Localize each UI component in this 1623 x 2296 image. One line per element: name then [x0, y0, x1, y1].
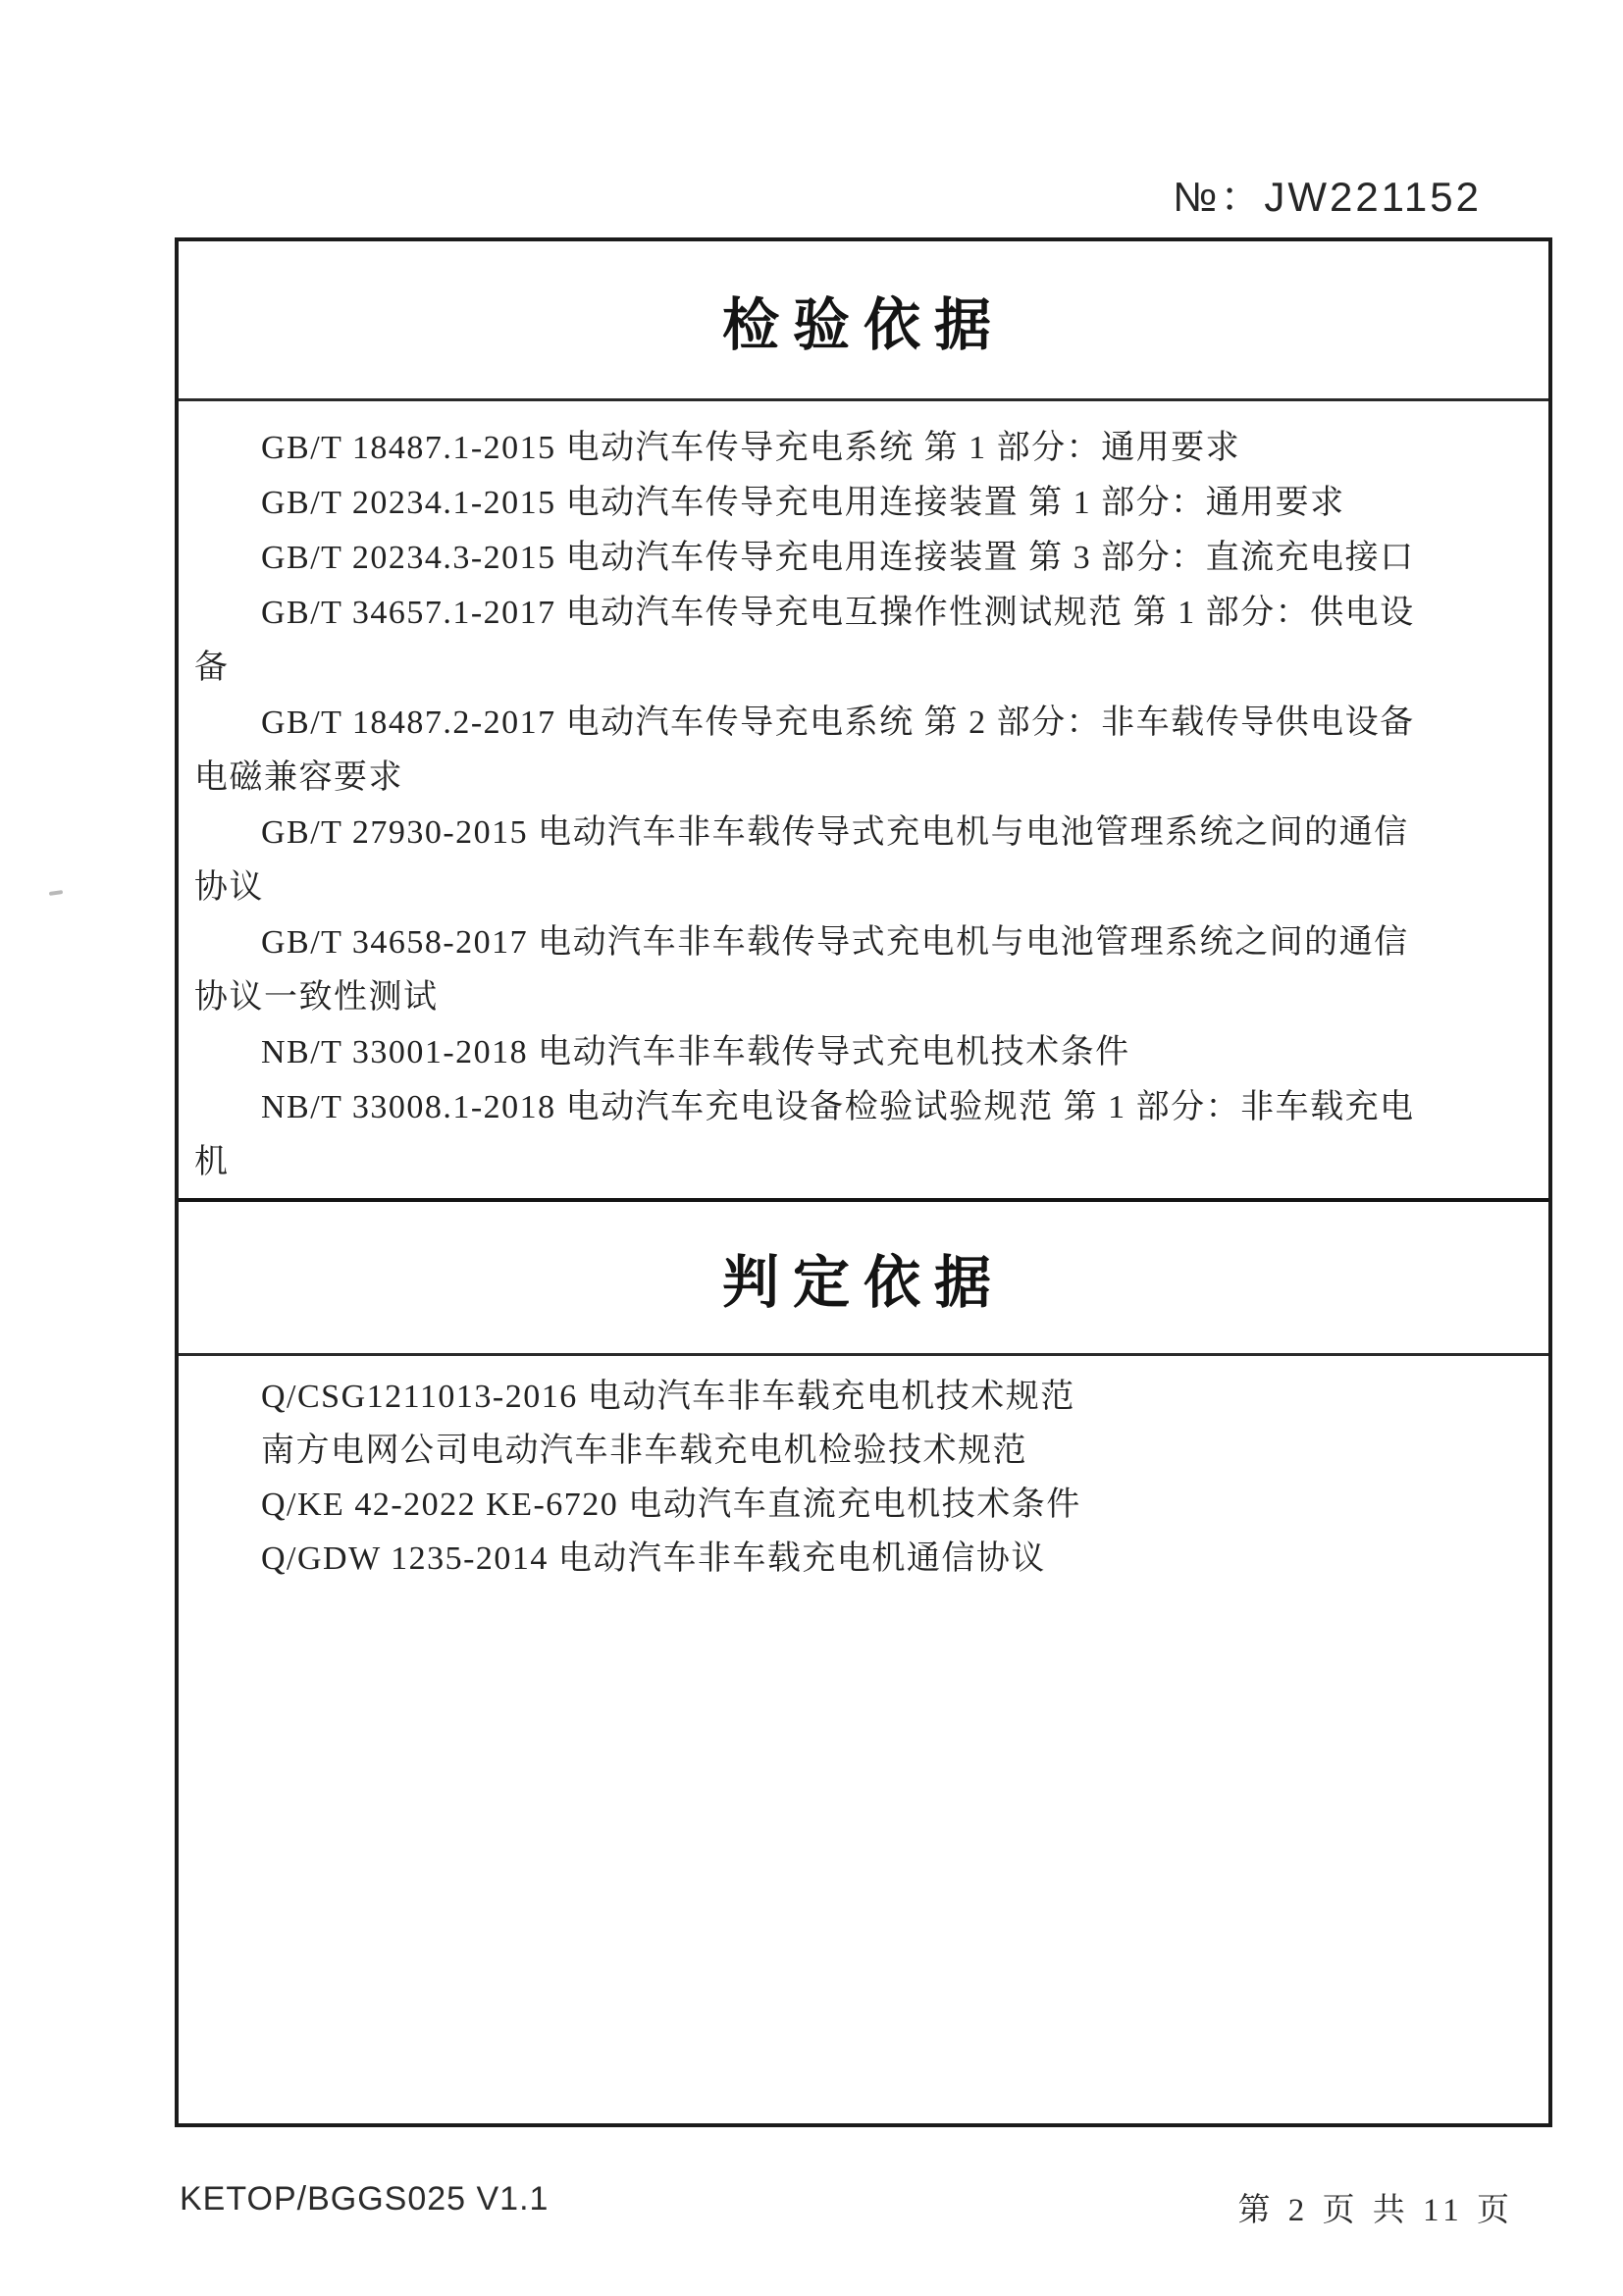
section-title-inspection-basis: 检验依据 — [721, 293, 1005, 357]
standard-line: Q/GDW 1235-2014 电动汽车非车载充电机通信协议 — [261, 1540, 1046, 1577]
standard-line: NB/T 33001-2018 电动汽车非车载传导式充电机技术条件 — [261, 1034, 1130, 1070]
standard-line: GB/T 18487.2-2017 电动汽车传导充电系统 第 2 部分：非车载传导供电设备 — [261, 704, 1415, 741]
section-title-judgment-basis: 判定依据 — [721, 1251, 1005, 1315]
standard-line: GB/T 18487.1-2015 电动汽车传导充电系统 第 1 部分：通用要求 — [261, 430, 1241, 466]
standard-line: GB/T 20234.1-2015 电动汽车传导充电用连接装置 第 1 部分：通用要求 — [261, 485, 1345, 521]
standard-line: Q/CSG1211013-2016 电动汽车非车载充电机技术规范 — [261, 1379, 1075, 1415]
standard-line: GB/T 34657.1-2017 电动汽车传导充电互操作性测试规范 第 1 部分：供电设 — [261, 595, 1415, 631]
standard-line-continuation: 备 — [194, 650, 230, 686]
report-frame — [175, 237, 1552, 2127]
footer-page-number: 第 2 页 共 11 页 — [1237, 2193, 1514, 2228]
standard-line-continuation: 机 — [194, 1144, 230, 1180]
standard-line: Q/KE 42-2022 KE-6720 电动汽车直流充电机技术条件 — [261, 1487, 1081, 1523]
scan-artifact-mark — [49, 890, 63, 896]
report-number: №：JW221152 — [1173, 174, 1482, 220]
standard-line: GB/T 20234.3-2015 电动汽车传导充电用连接装置 第 3 部分：直流充电接口 — [261, 540, 1415, 576]
standard-line: NB/T 33008.1-2018 电动汽车充电设备检验试验规范 第 1 部分：非车载充电 — [261, 1089, 1415, 1125]
inspection-basis-list — [179, 401, 1548, 1198]
standard-line: GB/T 34658-2017 电动汽车非车载传导式充电机与电池管理系统之间的通信 — [261, 924, 1409, 961]
standard-line-continuation: 协议一致性测试 — [194, 979, 439, 1016]
standard-line-continuation: 电磁兼容要求 — [194, 759, 403, 796]
judgment-basis-list — [179, 1356, 1548, 2121]
footer-form-code: KETOP/BGGS025 V1.1 — [180, 2180, 550, 2218]
standard-line: GB/T 27930-2015 电动汽车非车载传导式充电机与电池管理系统之间的通信 — [261, 814, 1409, 851]
standard-line-continuation: 协议 — [194, 869, 264, 906]
standard-line: 南方电网公司电动汽车非车载充电机检验技术规范 — [261, 1433, 1027, 1469]
